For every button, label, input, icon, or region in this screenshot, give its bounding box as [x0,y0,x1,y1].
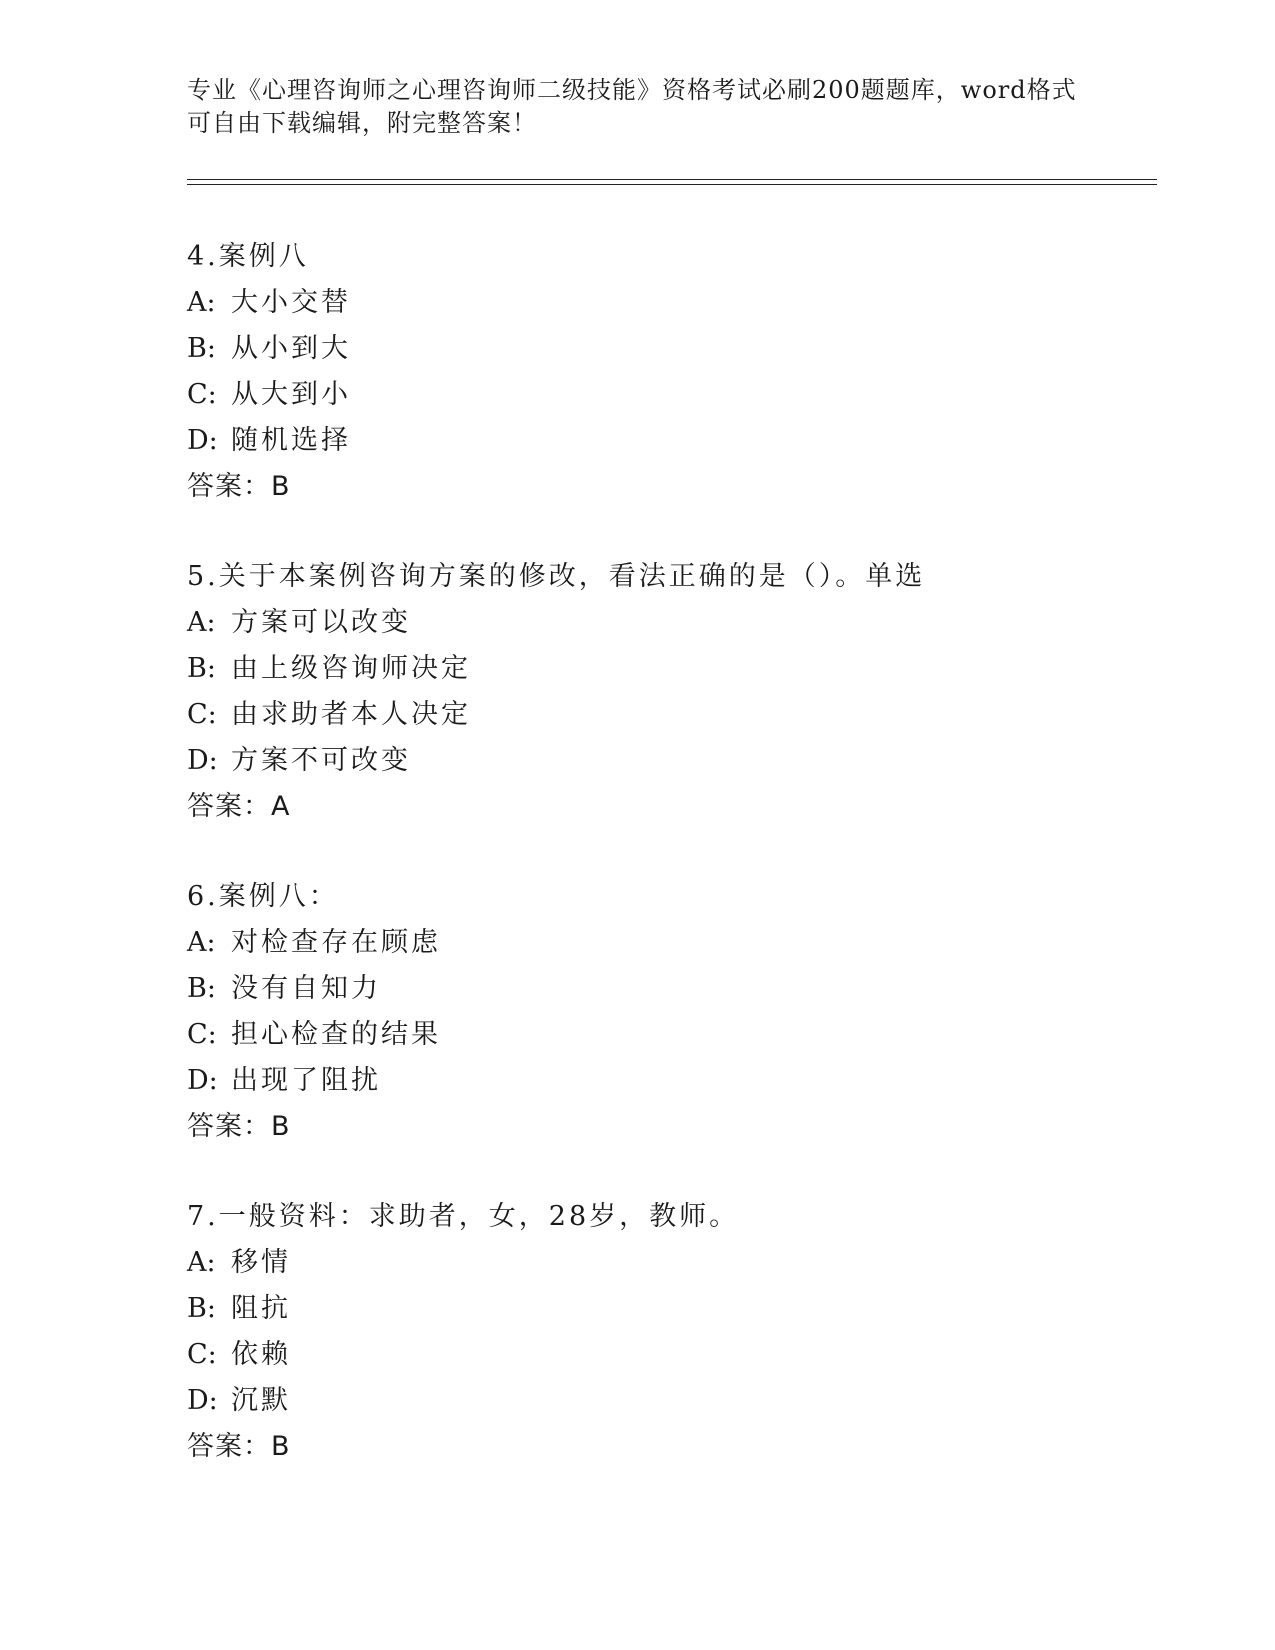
option-key: A: [187,607,216,638]
option-a [187,280,1167,326]
option-text: 从小到大 [231,333,351,364]
header-divider-bottom [187,184,1157,185]
answer-line: 答案：B [187,1111,291,1142]
option-c [187,372,1167,418]
option-key: D: [187,1065,218,1096]
option-key: A: [187,927,216,958]
option-key: D: [187,425,218,456]
option-b [187,646,1167,692]
option-c [187,692,1167,738]
option-c [187,1332,1167,1378]
option-text: 方案不可改变 [231,745,411,776]
option-text: 由求助者本人决定 [231,699,471,730]
option-d [187,418,1167,464]
header-divider-top [187,179,1157,180]
option-a [187,600,1167,646]
question-stem: 6.案例八： [187,881,339,912]
option-text: 移情 [231,1247,291,1278]
question-stem: 7.一般资料：求助者，女，28岁，教师。 [187,1201,740,1232]
header-line-1: 专业《心理咨询师之心理咨询师二级技能》资格考试必刷200题题库，word格式 [187,76,1077,104]
option-key: C: [187,379,217,410]
option-d [187,1378,1167,1424]
option-text: 对检查存在顾虑 [231,927,441,958]
option-d [187,738,1167,784]
option-text: 阻抗 [231,1293,291,1324]
answer-line: 答案：A [187,791,291,822]
answer-line: 答案：B [187,1431,291,1462]
option-text: 依赖 [231,1339,291,1370]
option-key: C: [187,699,217,730]
option-text: 沉默 [231,1385,291,1416]
option-key: B: [187,653,216,684]
option-key: B: [187,1293,216,1324]
option-key: B: [187,973,216,1004]
option-text: 方案可以改变 [231,607,411,638]
option-text: 由上级咨询师决定 [231,653,471,684]
header-line-2: 可自由下载编辑，附完整答案！ [187,109,537,137]
answer-line: 答案：B [187,471,291,502]
option-b [187,1286,1167,1332]
option-key: D: [187,745,218,776]
question-block [187,874,1167,1150]
option-d [187,1058,1167,1104]
option-key: C: [187,1339,217,1370]
option-text: 随机选择 [231,425,351,456]
option-c [187,1012,1167,1058]
option-key: A: [187,287,216,318]
document-header [187,74,1087,140]
question-block [187,234,1167,510]
option-a [187,1240,1167,1286]
option-key: D: [187,1385,218,1416]
option-b [187,966,1167,1012]
question-block [187,554,1167,830]
option-a [187,920,1167,966]
option-text: 没有自知力 [231,973,381,1004]
option-text: 出现了阻扰 [231,1065,381,1096]
option-key: C: [187,1019,217,1050]
option-b [187,326,1167,372]
question-stem: 5.关于本案例咨询方案的修改，看法正确的是（）。单选 [187,561,926,592]
option-text: 担心检查的结果 [231,1019,441,1050]
option-text: 从大到小 [231,379,351,410]
option-key: A: [187,1247,216,1278]
option-text: 大小交替 [231,287,351,318]
question-stem: 4.案例八 [187,241,309,272]
question-block [187,1194,1167,1470]
option-key: B: [187,333,216,364]
